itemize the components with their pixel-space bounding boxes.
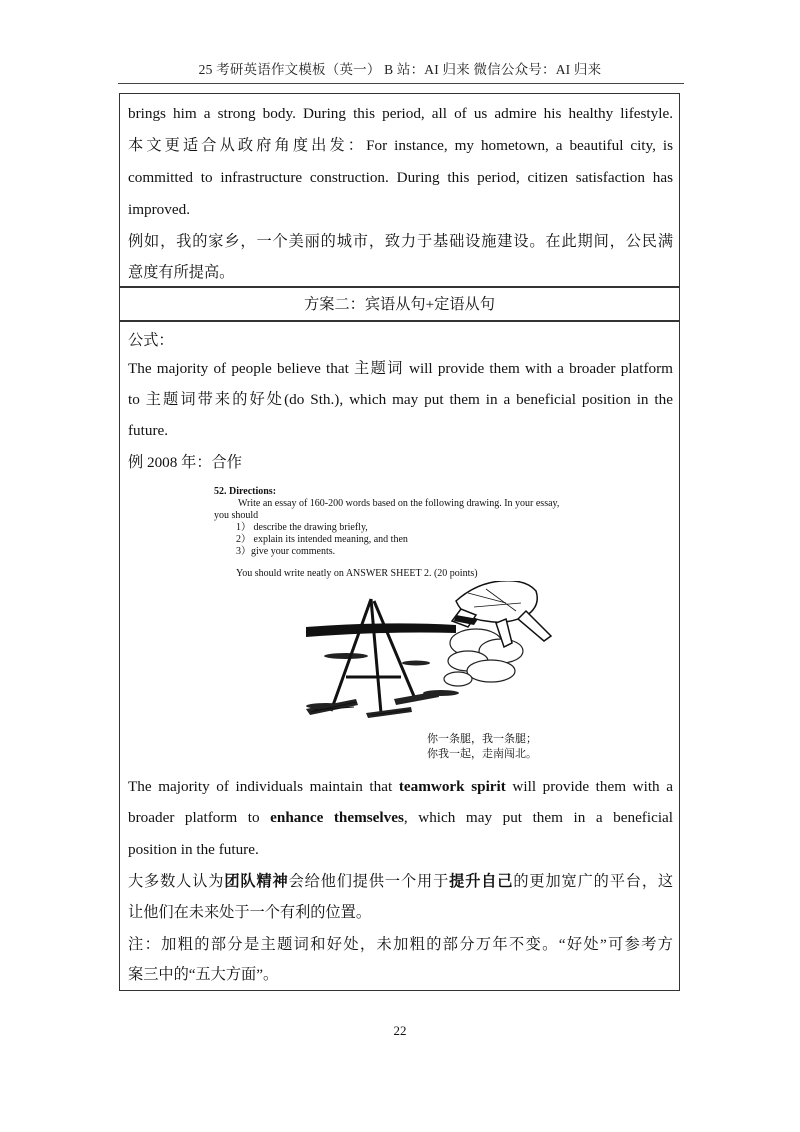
- page-number: 22: [393, 1023, 407, 1038]
- formula-line: The majority of people believe that 主题词 will provide them with a broader platform: [128, 360, 673, 377]
- example-english-line: position in the future.: [128, 841, 259, 858]
- text-line: committed to infrastructure construction. During this period, citizen satisfaction has: [128, 169, 673, 186]
- page-header: 25 考研英语作文模板（英一） B 站：AI 归来 微信公众号：AI 归来: [198, 62, 602, 77]
- text-line: improved.: [128, 201, 191, 218]
- figure-instruction: you should: [214, 510, 259, 521]
- figure-caption: 你我一起，走南闯北。: [427, 747, 537, 760]
- figure-item: 3）give your comments.: [236, 546, 336, 557]
- text-span: , which may put them in a beneficial: [403, 809, 674, 826]
- example-english-line: [128, 771, 673, 803]
- keyword-bold: 提升自己: [449, 873, 514, 890]
- formula-label: 公式：: [128, 332, 174, 349]
- keyword-bold: teamwork spirit: [398, 778, 506, 795]
- exam-figure: [206, 481, 594, 761]
- note-line: 案三中的“五大方面”。: [128, 966, 279, 983]
- figure-note: You should write neatly on ANSWER SHEET 2. (20 points): [236, 568, 478, 579]
- example-english-line: [128, 802, 673, 834]
- text-line: 本文更适合从政府角度出发：For instance, my hometown, a beautiful city, is: [128, 137, 673, 154]
- example-chinese-line: [128, 866, 673, 898]
- text-line: 意度有所提高。: [128, 264, 235, 281]
- text-span: The majority of individuals maintain that: [128, 778, 399, 795]
- figure-heading: 52. Directions:: [214, 486, 277, 497]
- text-span: 的更加宽广的平台，这: [513, 873, 674, 890]
- figure-instruction: Write an essay of 160-200 words based on the following drawing. In your essay,: [238, 498, 560, 509]
- drawing-illustration: [206, 581, 594, 731]
- keyword-bold: 团队精神: [224, 873, 289, 890]
- formula-line: to 主题词带来的好处(do Sth.), which may put them in a beneficial position in the: [128, 391, 673, 408]
- figure-item: 1） describe the drawing briefly,: [236, 522, 368, 533]
- note-line: 注：加粗的部分是主题词和好处，未加粗的部分万年不变。“好处”可参考方: [128, 936, 673, 953]
- example-label: 例 2008 年：合作: [128, 454, 242, 471]
- formula-line: future.: [128, 422, 169, 439]
- text-span: 大多数人认为: [128, 873, 225, 890]
- figure-item: 2） explain its intended meaning, and then: [236, 534, 408, 545]
- text-span: broader platform to: [128, 809, 271, 826]
- text-line: 例如，我的家乡，一个美丽的城市，致力于基础设施建设。在此期间，公民满: [128, 233, 673, 250]
- figure-caption: 你一条腿，我一条腿；: [427, 732, 537, 745]
- example-chinese-line: 让他们在未来处于一个有利的位置。: [128, 904, 371, 921]
- text-span: will provide them with a: [505, 778, 673, 795]
- section-title: 方案二：宾语从句+定语从句: [304, 296, 495, 313]
- header-rule: [118, 83, 684, 84]
- text-line: brings him a strong body. During this period, all of us admire his healthy lifestyle.: [128, 105, 673, 122]
- section-title-cell: [119, 287, 680, 321]
- keyword-bold: enhance themselves: [270, 809, 404, 826]
- text-span: 会给他们提供一个用于: [288, 873, 450, 890]
